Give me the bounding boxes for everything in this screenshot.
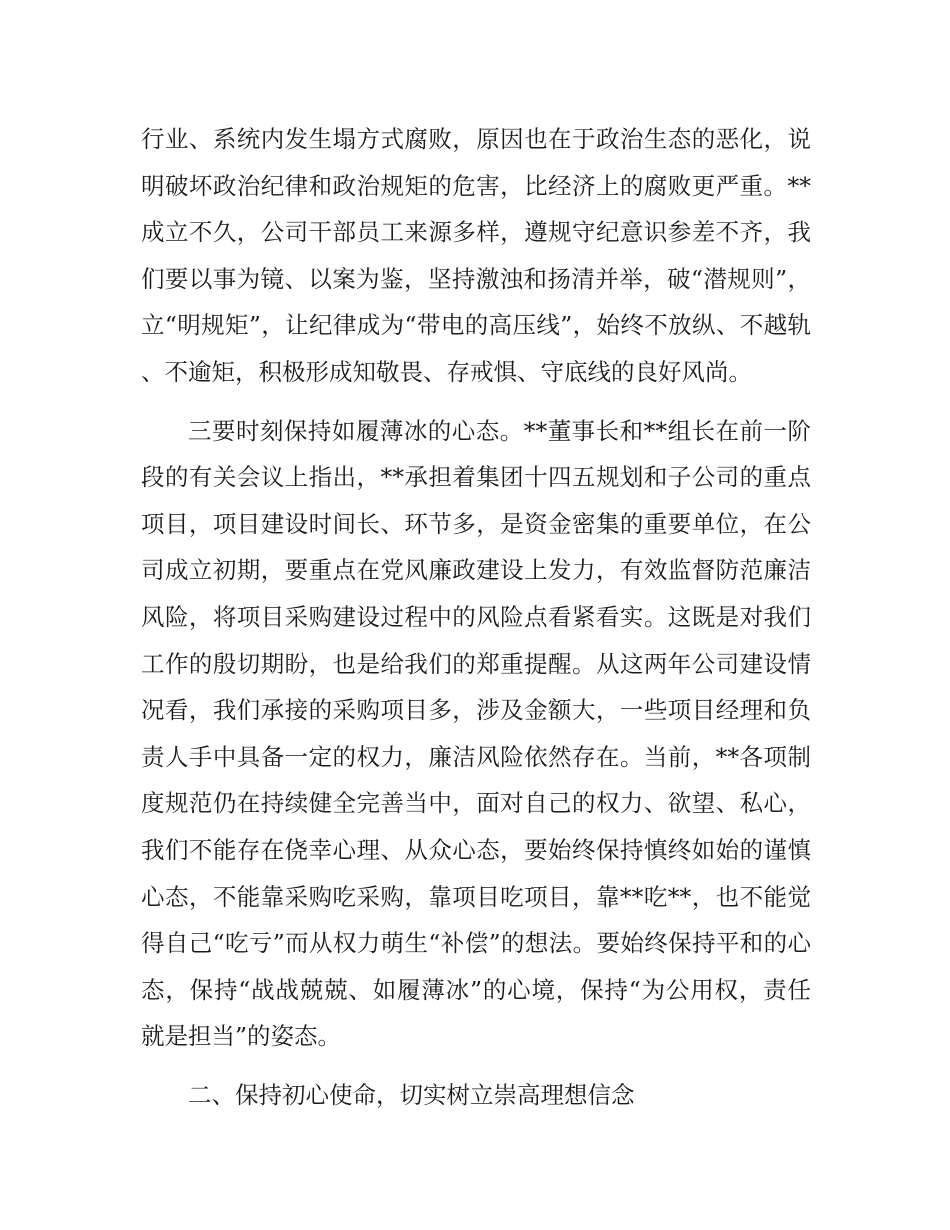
section-heading: 二、保持初心使命，切实树立崇高理想信念 [188, 1080, 635, 1109]
paragraph-continuation: 行业、系统内发生塌方式腐败，原因也在于政治生态的恶化，说明破坏政治纪律和政治规矩的危害，比经济上的腐败更严重。**成立不久，公司干部员工来源多样，遵规守纪意识参差不齐，我们要以事为镜、以案为鉴，坚持激浊和扬清并举，破“潜规则”，立“明规矩”，让纪律成为“带电的高压线”，始终不放纵、不越轨、不逾矩，积极形成知敬畏、存戒惧、守底线的良好风尚。 [141, 125, 811, 386]
paragraph-third-point: 三要时刻保持如履薄冰的心态。**董事长和**组长在前一阶段的有关会议上指出，**承担着集团十四五规划和子公司的重点项目，项目建设时间长、环节多，是资金密集的重要单位，在公司成立初期，要重点在党风廉政建设上发力，有效监督防范廉洁风险，将项目采购建设过程中的风险点看紧看实。这既是对我们工作的殷切期盼，也是给我们的郑重提醒。从这两年公司建设情况看，我们承接的采购项目多，涉及金额大，一些项目经理和负责人手中具备一定的权力，廉洁风险依然存在。当前，**各项制度规范仍在持续健全完善当中，面对自己的权力、欲望、私心，我们不能存在侥幸心理、从众心态，要始终保持慎终如始的谨慎心态，不能靠采购吃采购，靠项目吃项目，靠**吃**，也不能觉得自己“吃亏”而从权力萌生“补偿”的想法。要始终保持平和的心态，保持“战战兢兢、如履薄冰”的心境，保持“为公用权，责任就是担当”的姿态。 [141, 416, 811, 1051]
document-body [141, 116, 811, 1118]
